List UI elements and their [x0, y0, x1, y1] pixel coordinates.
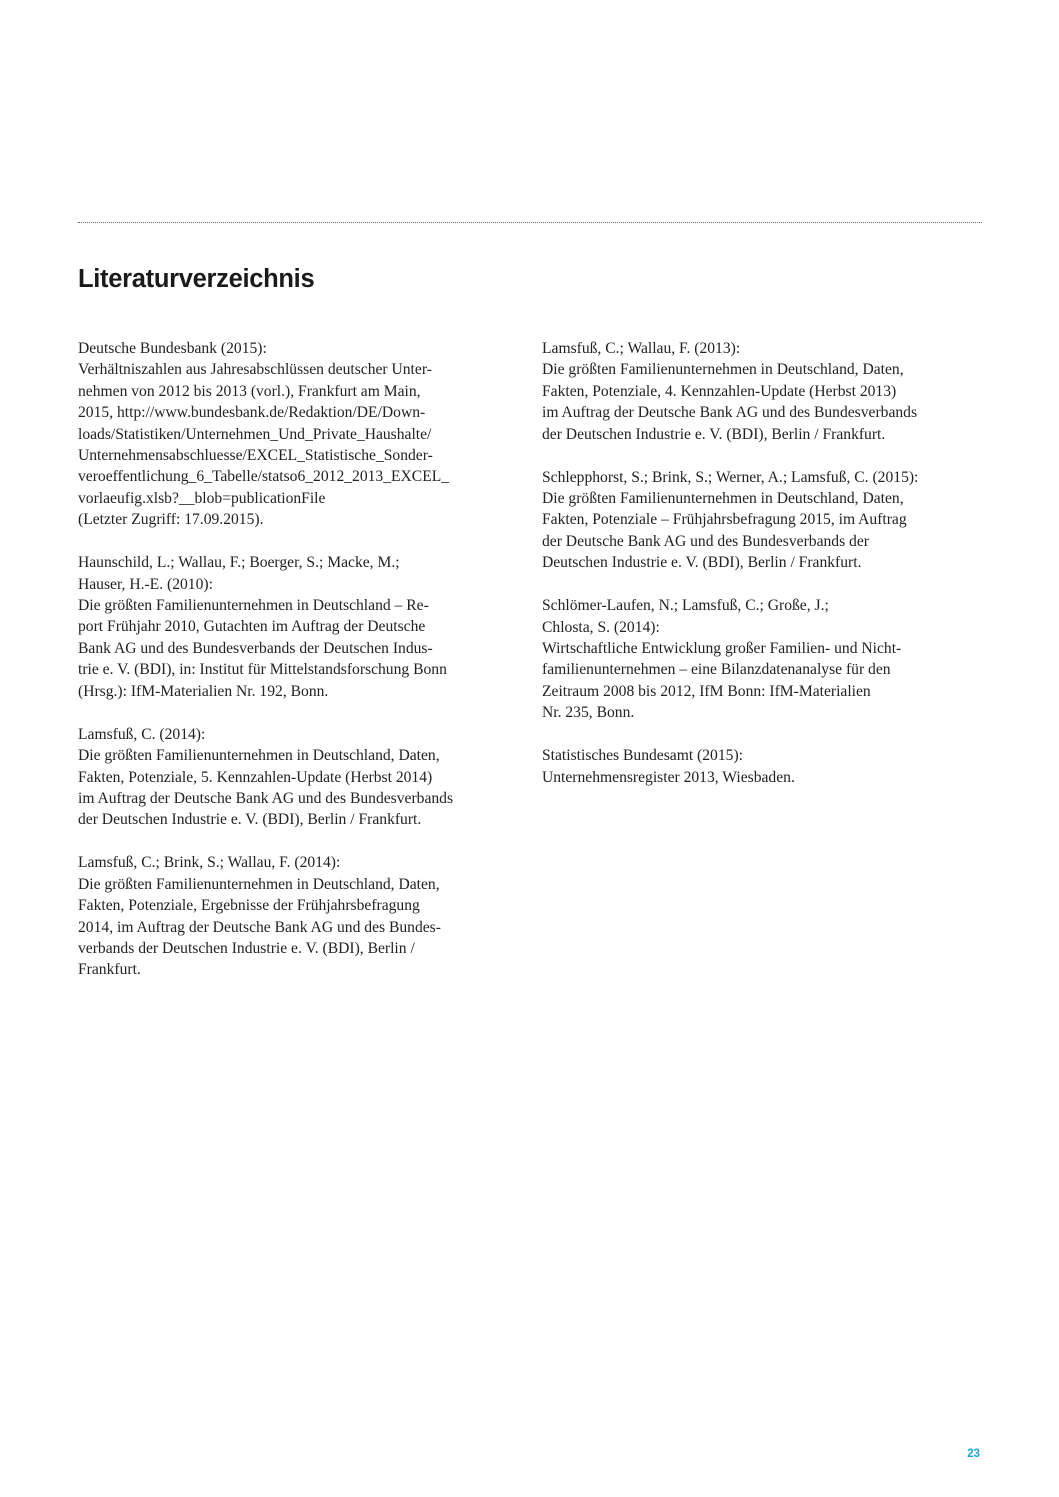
reference-entry — [78, 724, 526, 831]
reference-line: loads/Statistiken/Unternehmen_Und_Private_Haushalte/ — [78, 425, 432, 443]
reference-line: im Auftrag der Deutsche Bank AG und des Bundesverbands — [542, 404, 918, 422]
reference-line: Die größten Familienunternehmen in Deutschland, Daten, — [78, 747, 440, 765]
reference-entry — [542, 467, 992, 574]
reference-line: Hauser, H.-E. (2010): — [78, 575, 213, 593]
reference-entry — [78, 852, 526, 980]
reference-line: Die größten Familienunternehmen in Deutschland, Daten, — [542, 490, 904, 508]
reference-line: veroeffentlichung_6_Tabelle/statso6_2012_2013_EXCEL_ — [78, 468, 450, 486]
reference-line: Fakten, Potenziale, 5. Kennzahlen-Update (Herbst 2014) — [78, 768, 433, 786]
reference-line: Zeitraum 2008 bis 2012, IfM Bonn: IfM-Materialien — [542, 682, 871, 700]
reference-line: Wirtschaftliche Entwicklung großer Familien- und Nicht- — [542, 640, 902, 658]
page-title: Literaturverzeichnis — [78, 265, 315, 293]
reference-entry — [542, 595, 992, 723]
reference-line: im Auftrag der Deutsche Bank AG und des Bundesverbands — [78, 789, 454, 807]
reference-line: Die größten Familienunternehmen in Deutschland – Re- — [78, 597, 429, 615]
reference-line: Haunschild, L.; Wallau, F.; Boerger, S.; Macke, M.; — [78, 554, 400, 572]
reference-line: verbands der Deutschen Industrie e. V. (BDI), Berlin / — [78, 939, 415, 957]
reference-line: Statistisches Bundesamt (2015): — [542, 747, 743, 765]
reference-line: Lamsfuß, C.; Wallau, F. (2013): — [542, 340, 741, 357]
reference-line: trie e. V. (BDI), in: Institut für Mittelstandsforschung Bonn — [78, 661, 447, 679]
reference-line: nehmen von 2012 bis 2013 (vorl.), Frankfurt am Main, — [78, 382, 421, 400]
reference-line: Fakten, Potenziale, Ergebnisse der Frühjahrsbefragung — [78, 897, 420, 915]
reference-line: Fakten, Potenziale, 4. Kennzahlen-Update (Herbst 2013) — [542, 382, 897, 400]
reference-line: Die größten Familienunternehmen in Deutschland, Daten, — [542, 361, 904, 379]
reference-line: port Frühjahr 2010, Gutachten im Auftrag der Deutsche — [78, 618, 426, 636]
references-column-left — [78, 338, 526, 1002]
reference-entry — [78, 338, 526, 531]
reference-line: Deutschen Industrie e. V. (BDI), Berlin / Frankfurt. — [542, 554, 862, 572]
reference-line: Lamsfuß, C. (2014): — [78, 725, 206, 743]
reference-line: der Deutschen Industrie e. V. (BDI), Berlin / Frankfurt. — [78, 811, 422, 829]
reference-line: (Letzter Zugriff: 17.09.2015). — [78, 511, 264, 529]
reference-line: 2014, im Auftrag der Deutsche Bank AG und des Bundes- — [78, 918, 441, 936]
reference-line: Deutsche Bundesbank (2015): — [78, 340, 267, 357]
reference-line: Unternehmensabschluesse/EXCEL_Statistische_Sonder- — [78, 447, 433, 465]
reference-line: familienunternehmen – eine Bilanzdatenanalyse für den — [542, 661, 891, 679]
reference-line: der Deutschen Industrie e. V. (BDI), Berlin / Frankfurt. — [542, 425, 886, 443]
reference-line: Lamsfuß, C.; Brink, S.; Wallau, F. (2014): — [78, 854, 341, 872]
reference-line: 2015, http://www.bundesbank.de/Redaktion/DE/Down- — [78, 404, 426, 422]
page-number: 23 — [967, 1448, 980, 1460]
reference-line: Verhältniszahlen aus Jahresabschlüssen deutscher Unter- — [78, 361, 432, 379]
references-column-right — [542, 338, 992, 810]
reference-line: der Deutsche Bank AG und des Bundesverbands der — [542, 532, 869, 550]
reference-line: (Hrsg.): IfM-Materialien Nr. 192, Bonn. — [78, 682, 329, 700]
reference-entry — [78, 552, 526, 702]
reference-line: vorlaeufig.xlsb?__blob=publicationFile — [78, 489, 326, 507]
reference-line: Schlepphorst, S.; Brink, S.; Werner, A.; Lamsfuß, C. (2015): — [542, 468, 919, 486]
reference-entry — [542, 338, 992, 445]
reference-line: Chlosta, S. (2014): — [542, 618, 660, 636]
reference-entry — [542, 745, 992, 788]
reference-line: Fakten, Potenziale – Frühjahrsbefragung 2015, im Auftrag — [542, 511, 907, 529]
reference-line: Nr. 235, Bonn. — [542, 704, 635, 722]
reference-line: Die größten Familienunternehmen in Deutschland, Daten, — [78, 875, 440, 893]
reference-line: Schlömer-Laufen, N.; Lamsfuß, C.; Große, J.; — [542, 597, 829, 615]
reference-line: Bank AG und des Bundesverbands der Deutschen Indus- — [78, 639, 433, 657]
reference-line: Unternehmensregister 2013, Wiesbaden. — [542, 768, 795, 786]
reference-line: Frankfurt. — [78, 961, 141, 979]
dotted-separator-rule — [78, 222, 982, 223]
